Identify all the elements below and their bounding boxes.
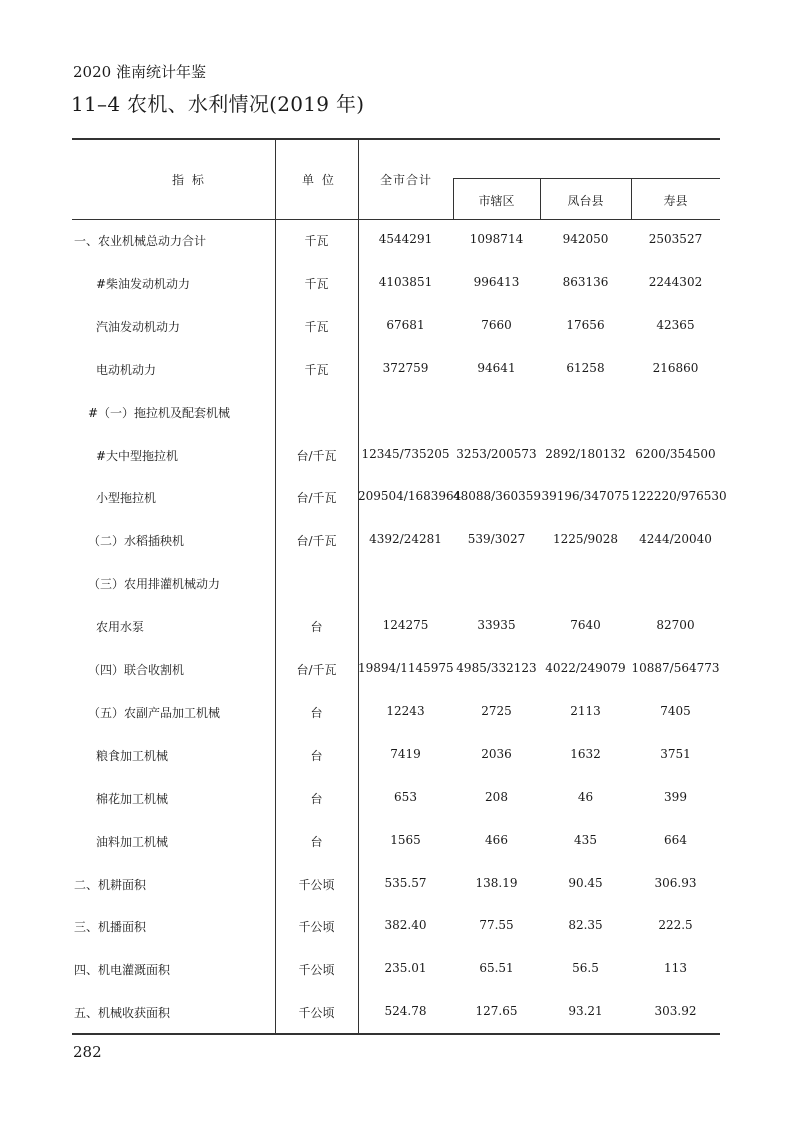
row-value: 46	[577, 789, 594, 804]
row-value: 539/3027	[467, 532, 526, 547]
row-value: 216860	[652, 360, 699, 375]
row-value: 39196/347075	[541, 489, 630, 504]
row-value: 372759	[382, 360, 429, 375]
row-value: 399	[664, 789, 687, 804]
row-value: 4544291	[378, 232, 433, 246]
row-label: 棉花加工机械	[96, 791, 169, 806]
row-label: 三、机播面积	[74, 920, 147, 935]
row-unit: 台	[310, 705, 323, 720]
row-value: 2036	[481, 746, 512, 761]
row-value: 77.55	[479, 918, 514, 933]
row-value: 1565	[390, 832, 421, 847]
row-value: 4103851	[378, 274, 433, 289]
row-value: 2892/180132	[545, 446, 626, 461]
row-value: 2725	[481, 703, 512, 718]
row-value: 42365	[656, 317, 695, 332]
header-unit: 单 位	[302, 173, 336, 187]
header-sub-1: 市辖区	[478, 194, 515, 208]
row-value: 235.01	[384, 961, 427, 976]
row-value: 535.57	[384, 875, 427, 890]
row-value: 4392/24281	[369, 532, 442, 547]
row-value: 7405	[660, 703, 691, 718]
row-value: 127.65	[475, 1004, 518, 1019]
col-divider-2	[358, 138, 359, 1035]
header-total: 全市合计	[380, 173, 433, 187]
row-value: 306.93	[654, 875, 697, 890]
row-value: 4985/332123	[456, 661, 537, 675]
subheader-top-rule	[453, 178, 720, 179]
yearbook-title: 2020 淮南统计年鉴	[73, 63, 206, 81]
row-value: 382.40	[384, 918, 427, 933]
row-label: 二、机耕面积	[74, 877, 147, 892]
row-value: 3751	[660, 746, 691, 761]
table-title: 11–4 农机、水利情况(2019 年)	[71, 92, 365, 116]
bottom-rule	[72, 1033, 720, 1035]
row-unit: 千公顷	[298, 877, 335, 892]
header-indicator: 指 标	[172, 173, 206, 187]
row-label: 农用水泵	[96, 620, 145, 635]
row-unit: 台/千瓦	[296, 491, 337, 506]
row-value: 7660	[481, 317, 512, 332]
row-label: 小型拖拉机	[96, 491, 157, 506]
row-value: 2503527	[648, 232, 703, 246]
top-rule	[72, 138, 720, 140]
row-unit: 台	[310, 834, 323, 849]
row-label: （五）农副产品加工机械	[88, 705, 221, 720]
row-value: 93.21	[568, 1004, 603, 1019]
row-label: #柴油发动机动力	[96, 276, 191, 291]
row-value: 94641	[477, 360, 516, 375]
row-value: 33935	[477, 618, 516, 633]
row-value: 863136	[562, 274, 609, 289]
row-label: （三）农用排灌机械动力	[88, 577, 221, 592]
row-value: 466	[485, 832, 508, 847]
row-value: 61258	[566, 360, 605, 375]
row-value: 303.92	[654, 1004, 697, 1019]
row-unit: 千瓦	[304, 234, 329, 248]
row-unit: 千瓦	[304, 276, 329, 291]
row-unit: 台/千瓦	[296, 663, 337, 677]
row-label: （四）联合收割机	[88, 663, 185, 677]
row-value: 4022/249079	[545, 661, 626, 675]
row-value: 222.5	[658, 918, 693, 933]
row-value: 208	[485, 789, 508, 804]
row-value: 3253/200573	[456, 446, 537, 461]
col-divider-1	[275, 138, 276, 1035]
row-value: 17656	[566, 317, 605, 332]
row-value: 12243	[386, 703, 425, 718]
row-unit: 台	[310, 791, 323, 806]
row-value: 10887/564773	[631, 661, 720, 675]
row-value: 435	[574, 832, 597, 847]
row-value: 90.45	[568, 875, 603, 890]
data-table	[72, 138, 727, 1035]
row-unit: 台	[310, 748, 323, 763]
row-value: 65.51	[479, 961, 514, 976]
header-sub-3: 寿县	[663, 194, 688, 208]
row-unit: 千瓦	[304, 319, 329, 334]
row-value: 6200/354500	[635, 446, 716, 461]
row-value: 1225/9028	[552, 532, 619, 547]
row-value: 7640	[570, 618, 601, 633]
row-value: 113	[664, 961, 687, 976]
row-value: 122220/976530	[631, 489, 727, 504]
row-value: 664	[664, 832, 687, 847]
row-label: #大中型拖拉机	[96, 448, 179, 463]
row-value: 996413	[473, 274, 520, 289]
row-label: 汽油发动机动力	[96, 319, 181, 334]
row-value: 4244/20040	[639, 532, 712, 547]
row-value: 138.19	[475, 875, 518, 890]
row-value: 653	[394, 789, 417, 804]
header-bottom-rule	[72, 219, 720, 220]
row-label: 一、农业机械总动力合计	[74, 234, 207, 248]
row-value: 942050	[562, 232, 609, 246]
row-label: 五、机械收获面积	[74, 1006, 171, 1021]
row-value: 2113	[570, 703, 601, 718]
row-value: 524.78	[384, 1004, 427, 1019]
header-sub-2: 凤台县	[567, 194, 604, 208]
row-value: 1632	[570, 746, 601, 761]
row-value: 2244302	[648, 274, 703, 289]
row-label: 粮食加工机械	[96, 748, 169, 763]
row-value: 7419	[390, 746, 421, 761]
row-label: （二）水稻插秧机	[88, 534, 185, 549]
row-value: 82700	[656, 618, 695, 633]
row-unit: 台/千瓦	[296, 448, 337, 463]
page-number: 282	[73, 1043, 102, 1061]
row-unit: 千瓦	[304, 362, 329, 377]
row-value: 56.5	[572, 961, 599, 976]
row-value: 1098714	[469, 232, 524, 246]
row-value: 82.35	[568, 918, 603, 933]
row-unit: 台	[310, 620, 323, 635]
row-label: #（一）拖拉机及配套机械	[88, 405, 231, 420]
row-value: 48088/360359	[453, 489, 542, 504]
row-value: 67681	[386, 317, 425, 332]
row-value: 12345/735205	[361, 446, 450, 461]
row-unit: 千公顷	[298, 920, 335, 935]
row-label: 油料加工机械	[96, 834, 169, 849]
row-value: 209504/1683964	[358, 489, 462, 504]
row-label: 电动机动力	[96, 362, 157, 377]
row-unit: 千公顷	[298, 963, 335, 978]
row-unit: 千公顷	[298, 1006, 335, 1021]
row-label: 四、机电灌溉面积	[74, 963, 171, 978]
row-value: 124275	[382, 618, 429, 633]
row-unit: 台/千瓦	[296, 534, 337, 549]
row-value: 19894/1145975	[358, 661, 454, 675]
